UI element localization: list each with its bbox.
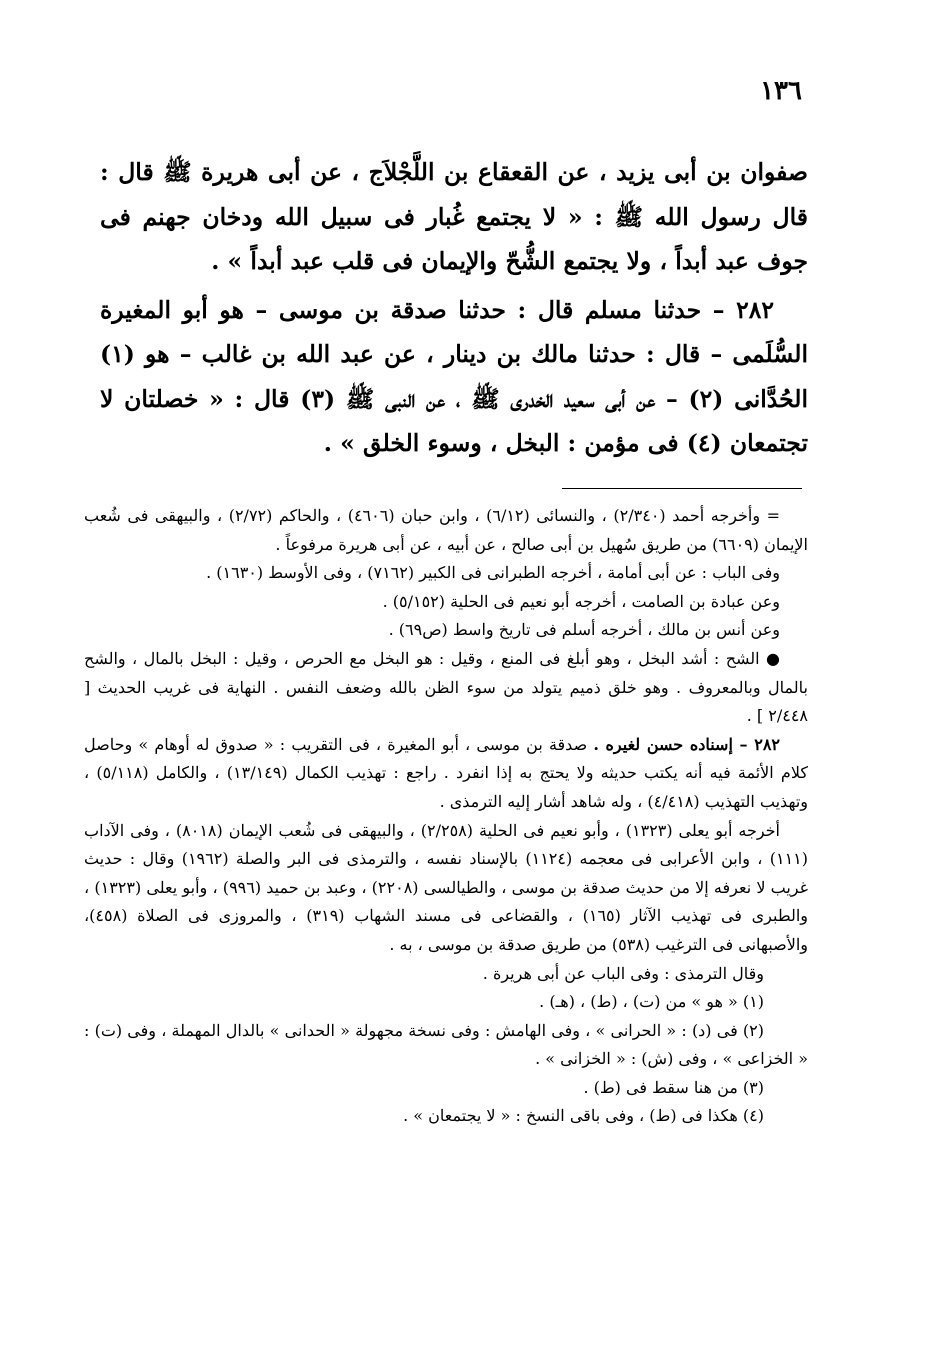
footnote-text: (٢) فى (د) : « الحرانى » ، وفى الهامش : وفى نسخة مجهولة « الحدانى » بالدال المهملة ، وفى (ت) : « الخزاعى » ، وفى (ش) : « الخزانى » . <box>84 1020 808 1069</box>
footnotes <box>84 502 808 1131</box>
footnote-separator <box>562 488 802 489</box>
footnote-text: وقال الترمذى : وفى الباب عن أبى هريرة . <box>482 963 764 983</box>
footnote-text: صدقة بن موسى ، أبو المغيرة ، فى التقريب : « صدوق له أوهام » وحاصل كلام الأئمة فيه أنه يكتب حديثه ولا يحتج به إذا انفرد . راجع : تهذيب الكمال (١٣/١٤٩) ، والكامل (٥/١١٨) ، وتهذيب التهذيب (٤/٤١٨) ، وله شاهد أشار إليه الترمذى . <box>84 734 809 811</box>
footnote-text: وعن عبادة بن الصامت ، أخرجه أبو نعيم فى الحلية (٥/١٥٢) . <box>382 591 780 611</box>
footnote-paragraph <box>84 988 808 1017</box>
footnote-text: ● الشح : أشد البخل ، وهو أبلغ فى المنع ، وقيل : هو البخل مع الحرص ، وقيل : البخل بالمال ، والشح بالمال وبالمعروف . وهو خلق ذميم يتولد من سوء الظن بالله وضعف النفس . النهاية فى غريب الحديث [ ٢/٤٤٨ ] . <box>84 648 808 726</box>
footnote-paragraph <box>84 1102 808 1131</box>
footnote-text: أخرجه أبو يعلى (١٣٢٣) ، وأبو نعيم فى الحلية (٢/٢٥٨) ، والبيهقى فى شُعب الإيمان (٨٠١٨) ، وفى الآداب (١١١) ، وابن الأعرابى فى معجمه (١١٢٤) بالإسناد نفسه ، والترمذى فى البر والصلة (١٩٦٢) وقال : حديث غريب لا نعرفه إلا من حديث صدقة بن موسى ، والطيالسى (٢٢٠٨) ، وعبد بن حميد (٩٩٦) ، وأبو يعلى (١٣٢٣) ، والطبرى فى تهذيب الآثار (١٦٥) ، والقضاعى فى مسند الشهاب (٣١٩) ، والمروزى فى الصلاة (٤٥٨)، والأصبهانى فى الترغيب (٥٣٨) من طريق صدقة بن موسى ، به . <box>84 820 809 954</box>
footnote-paragraph <box>84 731 808 817</box>
page-number: ١٣٦ <box>760 76 802 106</box>
main-text <box>100 150 808 466</box>
footnote-paragraph <box>84 616 808 645</box>
footnote-text: (٣) من هنا سقط فى (ط) . <box>583 1077 764 1097</box>
footnote-paragraph <box>84 502 808 559</box>
footnote-text: (٤) هكذا فى (ط) ، وفى باقى النسخ : « لا يجتمعان » . <box>403 1106 764 1126</box>
footnote-text: وعن أنس بن مالك ، أخرجه أسلم فى تاريخ واسط (ص٦٩) . <box>388 620 780 640</box>
footnote-text: (١) « هو » من (ت) ، (ط) ، (هـ) . <box>539 992 764 1012</box>
footnote-lead: ٢٨٢ – إسناده حسن لغيره . <box>593 734 780 754</box>
hadith-282-paragraph: ٢٨٢ – حدثنا مسلم قال : حدثنا صدقة بن موسى – هو أبو المغيرة السُّلَمى – قال : حدثنا مالك بن دينار ، عن عبد الله بن غالب – هو (١) الحُدَّانى (٢) – عن أبى سعيد الخدرى ﷺ ، عن النبى ﷺ (٣) قال : « خصلتان لا تجتمعان (٤) فى مؤمن : البخل ، وسوء الخلق » . <box>100 295 808 457</box>
footnote-paragraph <box>84 559 808 588</box>
footnote-paragraph <box>84 817 808 960</box>
footnote-paragraph <box>84 960 808 989</box>
footnote-paragraph <box>84 588 808 617</box>
footnote-text: = وأخرجه أحمد (٢/٣٤٠) ، والنسائى (٦/١٢) ، وابن حبان (٤٦٠٦) ، والحاكم (٢/٧٢) ، والبيهقى فى شُعب الإيمان (٦٦٠٩) من طريق سُهيل بن أبى صالح ، عن أبيه ، عن أبى هريرة مرفوعاً . <box>84 506 808 554</box>
main-paragraph: صفوان بن أبى يزيد ، عن القعقاع بن اللَّجْلاَج ، عن أبى هريرة ﷺ قال : قال رسول الله ﷺ : « لا يجتمع غُبار فى سبيل الله ودخان جهنم فى جوف عبد أبداً ، ولا يجتمع الشُّحّ والإيمان فى قلب عبد أبداً » . <box>100 158 808 275</box>
footnote-paragraph <box>84 1017 808 1074</box>
footnote-text: وفى الباب : عن أبى أمامة ، أخرجه الطبرانى فى الكبير (٧١٦٢) ، وفى الأوسط (١٦٣٠) . <box>206 563 780 583</box>
footnote-paragraph <box>84 1074 808 1103</box>
footnote-paragraph <box>84 645 808 731</box>
